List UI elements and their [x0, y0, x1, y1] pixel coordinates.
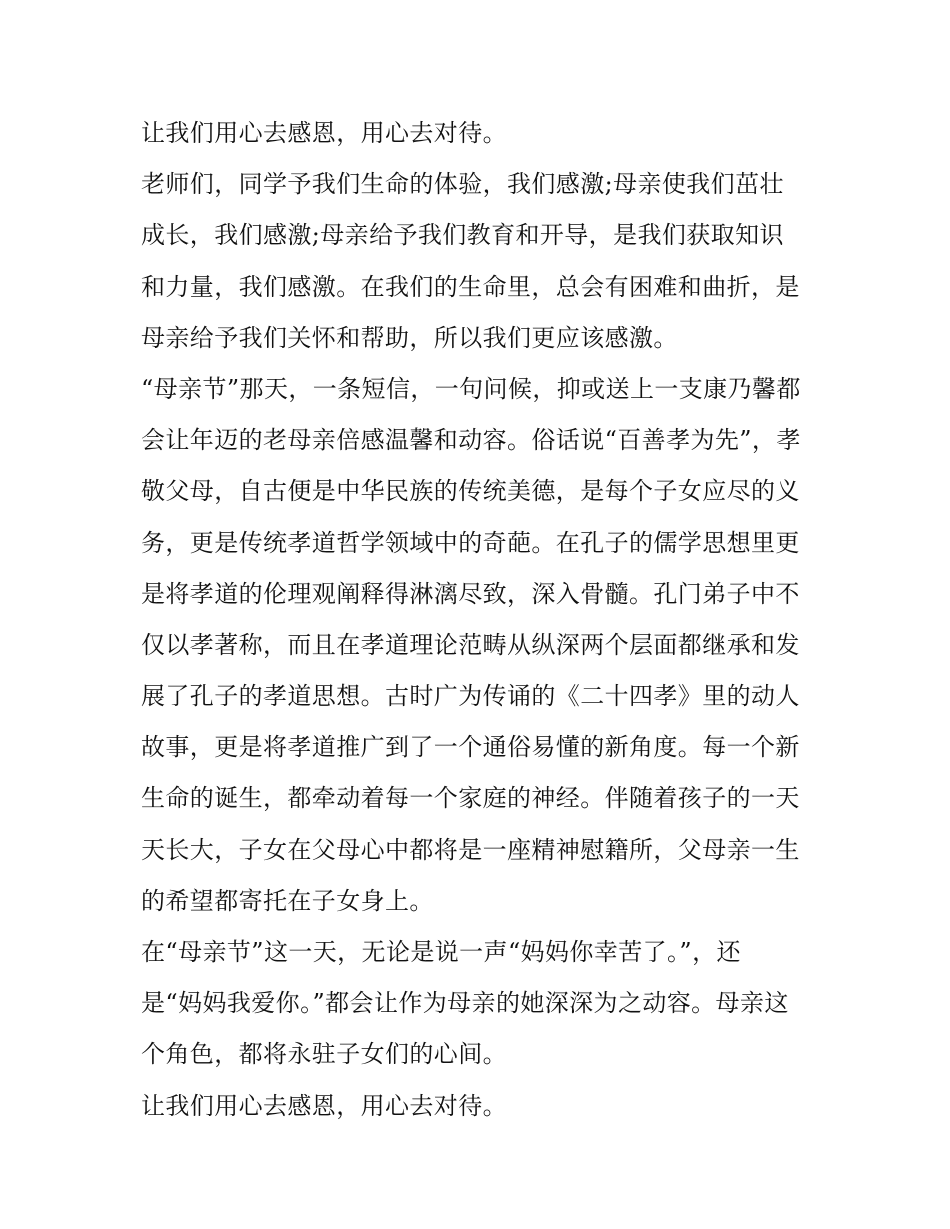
text-line: 个角色，都将永驻子女们的心间。: [141, 1040, 507, 1069]
text-line: 敬父母，自古便是中华民族的传统美德，是每个子女应尽的义: [141, 477, 800, 506]
text-line: 会让年迈的老母亲倍感温馨和动容。俗话说“百善孝为先”，孝: [141, 426, 801, 455]
text-line: 和力量，我们感激。在我们的生命里，总会有困难和曲折，是: [141, 272, 800, 301]
text-line: 仅以孝著称，而且在孝道理论范畴从纵深两个层面都继承和发: [141, 630, 800, 659]
text-line: 让我们用心去感恩，用心去对待。: [141, 1091, 507, 1120]
text-line: 的希望都寄托在子女身上。: [141, 886, 434, 915]
text-line: “母亲节”那天，一条短信，一句问候，抑或送上一支康乃馨都: [141, 374, 801, 403]
text-line: 在“母亲节”这一天，无论是说一声“妈妈你幸苦了。”，还: [141, 938, 741, 966]
text-line: 让我们用心去感恩，用心去对待。: [141, 119, 507, 147]
text-line: 老师们，同学予我们生命的体验，我们感激;母亲使我们茁壮: [141, 170, 784, 199]
text-line: 母亲给予我们关怀和帮助，所以我们更应该感激。: [141, 323, 678, 352]
text-line: 是将孝道的伦理观阐释得淋漓尽致，深入骨髓。孔门弟子中不: [141, 579, 800, 608]
text-line: 天长大，子女在父母心中都将是一座精神慰籍所，父母亲一生: [141, 835, 800, 864]
text-line: 成长，我们感激;母亲给予我们教育和开导，是我们获取知识: [141, 221, 784, 250]
text-line: 展了孔子的孝道思想。古时广为传诵的《二十四孝》里的动人: [141, 682, 800, 711]
text-line: 故事，更是将孝道推广到了一个通俗易懂的新角度。每一个新: [141, 733, 800, 762]
body-text: [141, 108, 821, 1132]
text-line: 务，更是传统孝道哲学领域中的奇葩。在孔子的儒学思想里更: [141, 528, 800, 557]
text-line: 是“妈妈我爱你。”都会让作为母亲的她深深为之动容。母亲这: [141, 989, 789, 1018]
text-line: 生命的诞生，都牵动着每一个家庭的神经。伴随着孩子的一天: [141, 784, 800, 813]
